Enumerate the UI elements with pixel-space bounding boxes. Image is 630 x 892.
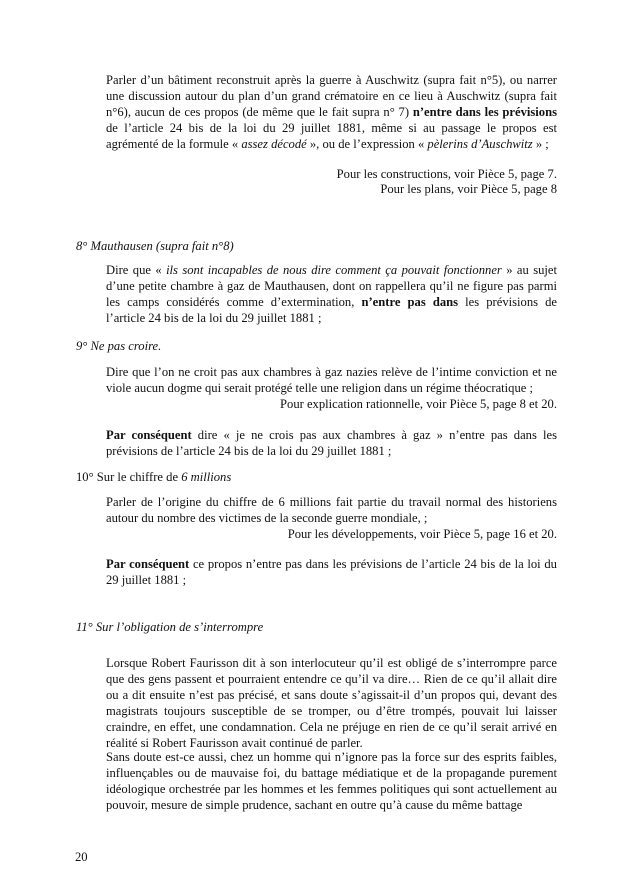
section-heading-11: 11° Sur l’obligation de s’interrompre <box>76 620 264 634</box>
paragraph-interrompre: Lorsque Robert Faurisson dit à son interlocuteur qu’il est obligé de s’interrompre parce que des gens passent et pourraient entendre ce qu’il va dire… Rien de ce qu’il allait dire ou a dit ensuite n’est pas précisé, et sans doute s’agissait-il d’un propos qui, devant des magistrats toujours susceptible de se tromper, ou d’être trompés, pouvait lui laisser craindre, en effet, une condamnation. Cela ne préjuge en rien de ce qu’il serait arrivé en réalité si Robert Faurisson avait continué de parler. <box>106 656 557 750</box>
paragraph-auschwitz: Parler d’un bâtiment reconstruit après la guerre à Auschwitz (supra fait n°5), ou narrer une discussion autour du plan d’un grand crématoire en ce lieu à Auschwitz (supra fait n°6), aucun de ces propos (de même que le fait supra n° 7) n’entre dans les prévisions de l’article 24 bis de la loi du 29 juillet 1881, même si au passage le propos est agrémenté de la formule « assez décodé », ou de l’expression « pèlerins d’Auschwitz » ; <box>106 73 557 151</box>
paragraph-consequence-9: Par conséquent dire « je ne crois pas aux chambres à gaz » n’entre pas dans les prévisions de l’article 24 bis de la loi du 29 juillet 1881 ; <box>106 428 557 458</box>
paragraph-mauthausen: Dire que « ils sont incapables de nous dire comment ça pouvait fonctionner » au sujet d’une petite chambre à gaz de Mauthausen, dont on rappellera qu’il ne figure pas parmi les camps considérés comme d’extermination, n’entre pas dans les prévisions de l’article 24 bis de la loi du 29 juillet 1881 ; <box>106 263 557 325</box>
reference-constructions: Pour les constructions, voir Pièce 5, page 7. <box>336 167 557 181</box>
paragraph-consequence-10: Par conséquent ce propos n’entre pas dans les prévisions de l’article 24 bis de la loi du 29 juillet 1881 ; <box>106 557 557 587</box>
reference-plans: Pour les plans, voir Pièce 5, page 8 <box>380 182 557 196</box>
section-heading-8: 8° Mauthausen (supra fait n°8) <box>76 239 234 253</box>
paragraph-prudence: Sans doute est-ce aussi, chez un homme qui n’ignore pas la force sur des esprits faibles, influençables ou de mauvaise foi, du battage médiatique et de la propagande purement idéologique orchestrée par les hommes et les femmes politiques qui sont actuellement au pouvoir, mesure de simple prudence, sachant en outre qu’à cause du même battage <box>106 750 557 812</box>
section-heading-10: 10° Sur le chiffre de 6 millions <box>76 470 232 484</box>
page-number: 20 <box>75 850 88 864</box>
reference-developpements: Pour les développements, voir Pièce 5, page 16 et 20. <box>287 527 557 541</box>
paragraph-ne-pas-croire: Dire que l’on ne croit pas aux chambres à gaz nazies relève de l’intime conviction et ne viole aucun dogme qui serait protégé telle une religion dans un régime théocratique ; <box>106 365 557 395</box>
section-heading-9: 9° Ne pas croire. <box>76 339 162 353</box>
reference-explication: Pour explication rationnelle, voir Pièce 5, page 8 et 20. <box>280 397 557 411</box>
paragraph-six-millions: Parler de l’origine du chiffre de 6 millions fait partie du travail normal des historiens autour du nombre des victimes de la seconde guerre mondiale, ; <box>106 495 557 525</box>
